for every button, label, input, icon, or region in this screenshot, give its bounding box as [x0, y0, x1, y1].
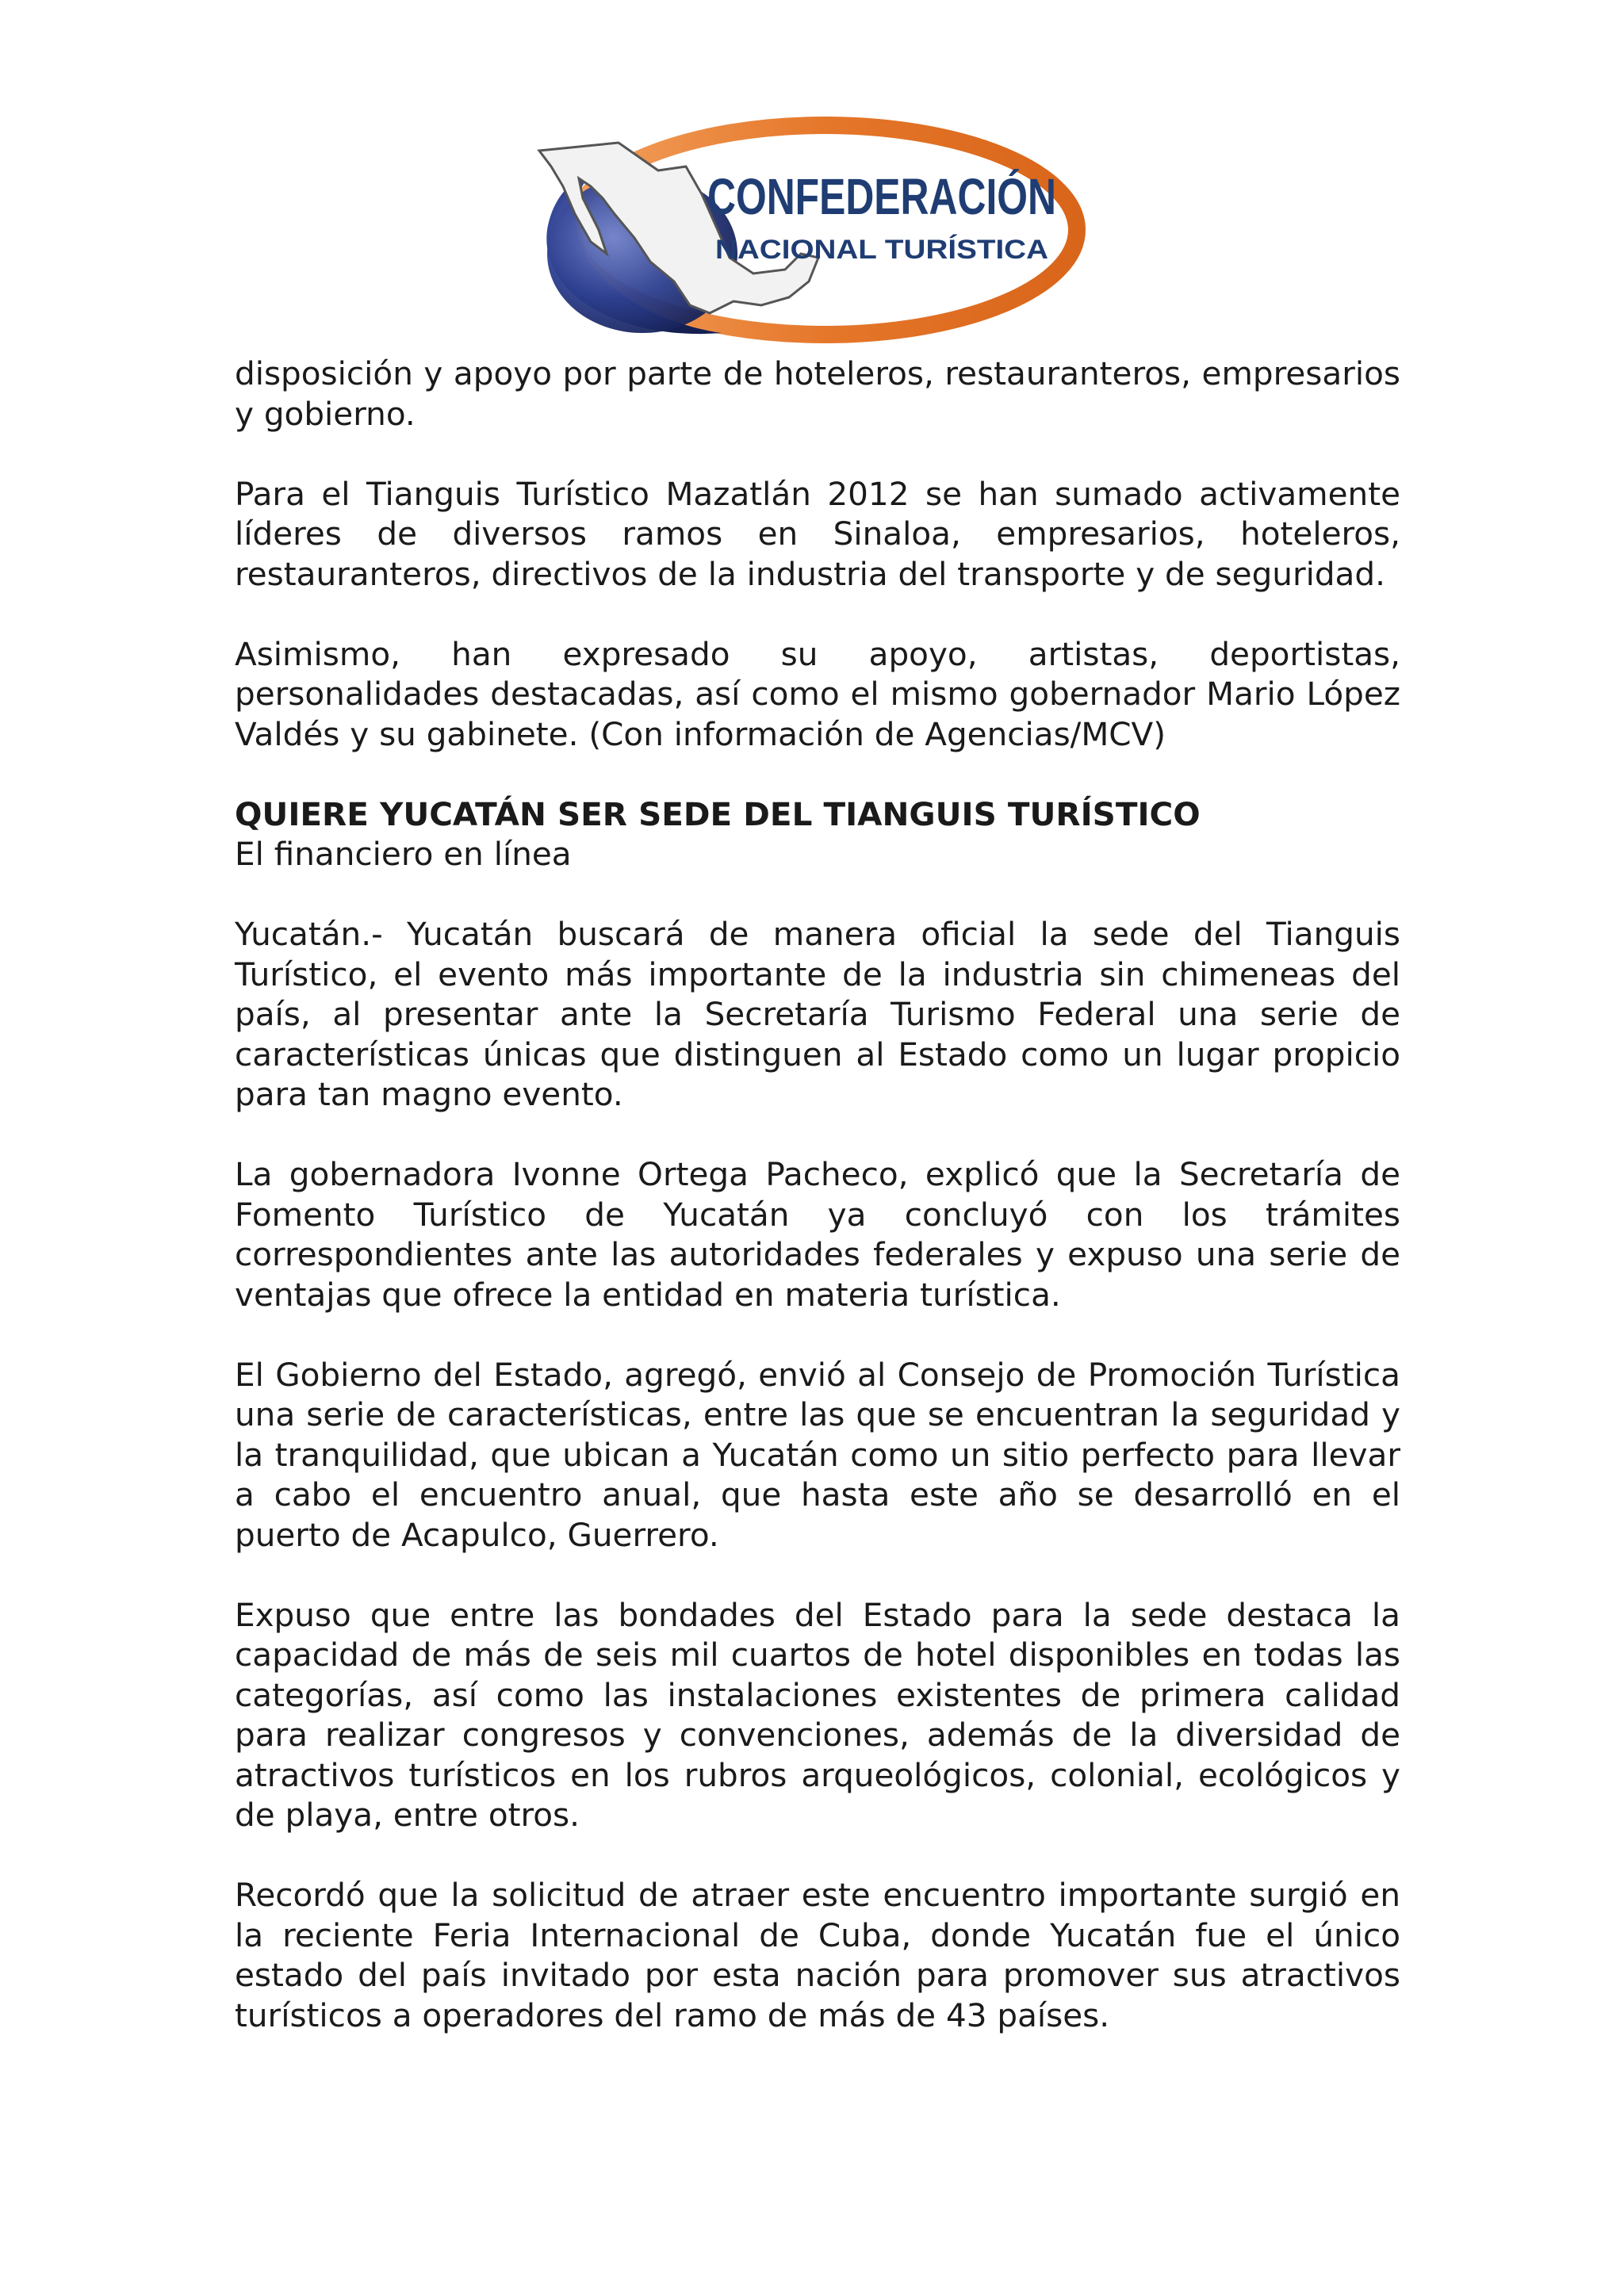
logo-line2: NACIONAL TURÍSTICA: [715, 235, 1048, 265]
paragraph: El Gobierno del Estado, agregó, envió al Consejo de Promoción Turística una serie de características, entre las que se encuentran la seguridad y la tranquilidad, que ubican a Yucatán como un sitio perfecto para llevar a cabo el encuentro anual, que hasta este año se desarrolló en el puerto de Acapulco, Guerrero.: [235, 1355, 1400, 1554]
paragraph: Yucatán.- Yucatán buscará de manera oficial la sede del Tianguis Turístico, el evento más importante de la industria sin chimeneas del país, al presentar ante la Secretaría Turismo Federal una serie de características únicas que distinguen al Estado como un lugar propicio para tan magno evento.: [235, 915, 1400, 1113]
article-headline: QUIERE YUCATÁN SER SEDE DEL TIANGUIS TURÍSTICO: [235, 794, 1201, 833]
logo-line1: CONFEDERACIÓN: [707, 168, 1056, 225]
paragraph: Expuso que entre las bondades del Estado para la sede destaca la capacidad de más de seis mil cuartos de hotel disponibles en todas las categorías, así como las instalaciones existentes de primera calidad para realizar congresos y convenciones, además de la diversidad de atractivos turísticos en los rubros arqueológicos, colonial, ecológicos y de playa, entre otros.: [235, 1595, 1400, 1834]
confederacion-logo: [523, 111, 1094, 349]
paragraph: La gobernadora Ivonne Ortega Pacheco, explicó que la Secretaría de Fomento Turístico de Yucatán ya concluyó con los trámites correspondientes ante las autoridades federales y expuso una serie de ventajas que ofrece la entidad en materia turística.: [235, 1155, 1400, 1314]
paragraph: disposición y apoyo por parte de hoteleros, restauranteros, empresarios y gobierno.: [235, 354, 1400, 433]
paragraph: Recordó que la solicitud de atraer este encuentro importante surgió en la reciente Feria Internacional de Cuba, donde Yucatán fue el único estado del país invitado por esta nación para promover sus atractivos turísticos a operadores del ramo de más de 43 países.: [235, 1876, 1400, 2034]
article-source: El financiero en línea: [235, 835, 572, 873]
document-body: [235, 354, 1400, 2035]
paragraph: Asimismo, han expresado su apoyo, artistas, deportistas, personalidades destacadas, así como el mismo gobernador Mario López Valdés y su gabinete. (Con información de Agencias/MCV): [235, 634, 1400, 753]
paragraph: Para el Tianguis Turístico Mazatlán 2012 se han sumado activamente líderes de diversos ramos en Sinaloa, empresarios, hoteleros, restauranteros, directivos de la industria del transporte y de seguridad.: [235, 474, 1400, 593]
